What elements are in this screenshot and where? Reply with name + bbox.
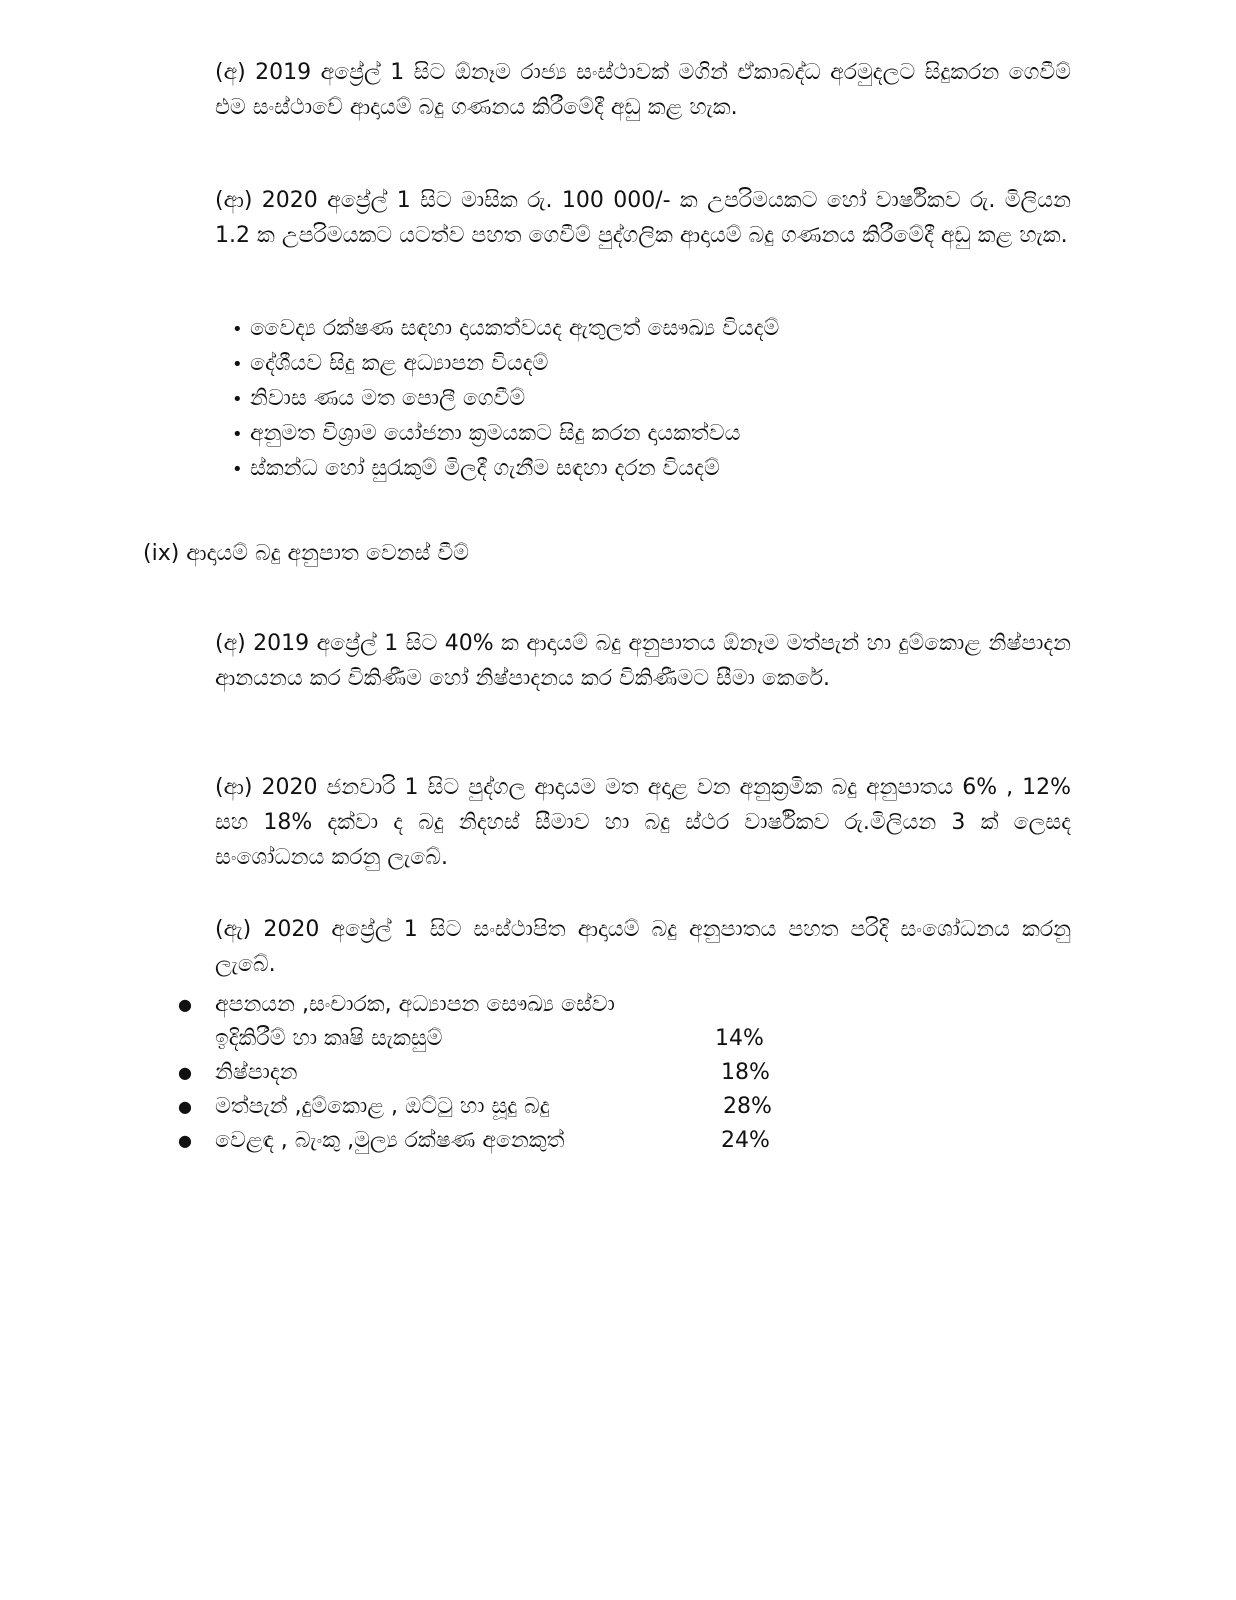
section-heading-ix: (ix) ආදායම් බදු අනුපාත වෙනස් වීම්	[143, 541, 469, 566]
bullet-icon: ●	[178, 995, 192, 1014]
paragraph-a-liquor-tobacco-rate: (අ) 2019 අප්‍රේල් 1 සිට 40% ක ආදායම් බදු අනුපාතය ඕනෑම මත්පැන් හා දුම්කොළ නිෂ්පාදන ආනයනය කර විකිණීම හෝ නිෂ්පාදනය කර විකිණීමට සීමා කෙරේ.	[215, 631, 1071, 691]
bullet-icon: •	[232, 354, 243, 375]
paragraph-aa-personal-deductions: (ආ) 2020 අප්‍රේල් 1 සිට මාසික රු. 100 000/- ක උපරිමයකට හෝ වාර්ෂිකව රු. මිලියන 1.2 ක උපරිමයකට යටත්ව පහත ගෙවීම් පුද්ගලික ආදායම් බදු ගණනය කිරීමේදී අඩු කළ හැක.	[215, 188, 1071, 248]
rate-item-manufacturing: ● නිෂ්පාදන 18%	[178, 1056, 798, 1090]
bullet-icon: •	[232, 459, 243, 480]
bullet-icon: ●	[178, 1097, 192, 1116]
bullet-icon: •	[232, 389, 243, 410]
bullet-icon: •	[232, 319, 243, 340]
bullet-icon: •	[232, 424, 243, 445]
corporate-rates-list	[178, 988, 798, 1158]
bullet-icon: ●	[178, 1063, 192, 1082]
bullet-icon: ●	[178, 1131, 192, 1150]
list-item: • වෛද්‍ය රක්ෂණ සඳහා දායකත්වයද ඇතුලත් සෞඛ්‍ය වියදම්	[232, 312, 992, 347]
rate-value: 14%	[715, 1026, 764, 1051]
rate-value: 18%	[721, 1060, 770, 1085]
rate-item-export-services: ● අපනයන ,සංචාරක, අධ්‍යාපන සෞඛ්‍ය සේවා ඉදිකිරීම් හා කෘෂි සැකසුම් 14%	[178, 988, 798, 1056]
rate-item-trade-banking: ● වෙළඳ , බැංකු ,මුල්‍ය රක්ෂණ අනෙකුත් 24%	[178, 1124, 798, 1158]
paragraph-aa-personal-rates: (ආ) 2020 ජනවාරි 1 සිට පුද්ගල ආදායම මත අදාළ වන අනුක්‍රමික බදු අනුපාතය 6% , 12% සහ 18% දක්වා ද බදු නිදහස් සීමාව හා බදු ස්ථර වාර්ෂිකව රු.මිලියන 3 ක් ලෙසද සංශෝධනය කරනු ලැබේ.	[215, 775, 1071, 870]
rate-value: 28%	[723, 1094, 772, 1119]
list-item: • දේශීයව සිදු කළ අධ්‍යාපන වියදම්	[232, 347, 992, 382]
deductions-list	[232, 312, 992, 487]
rate-item-liquor-tobacco: ● මත්පැන් ,දුම්කොළ , ඔට්ටු හා සූදු බදු 28%	[178, 1090, 798, 1124]
list-item: • නිවාස ණය මත පොලී ගෙවීම්	[232, 382, 992, 417]
rate-value: 24%	[721, 1128, 770, 1153]
paragraph-ae-corporate-rates: (ඇ) 2020 අප්‍රේල් 1 සිට සංස්ථාපිත ආදායම් බදු අනුපාතය පහත පරිදි සංශෝධනය කරනු ලැබේ.	[215, 917, 1071, 977]
list-item: • ස්කන්ධ හෝ සුරැකුම් මිලදී ගැනීම සඳහා දරන වියදම්	[232, 452, 992, 487]
paragraph-a-govt-payments: (අ) 2019 අප්‍රේල් 1 සිට ඕනෑම රාජ්‍ය සංස්ථාවක් මගින් ඒකාබද්ධ අරමුදලට සිදුකරන ගෙවීම් එම සංස්ථාවේ ආදායම් බදු ගණනය කිරීමේදී අඩු කළ හැක.	[215, 60, 1071, 120]
list-item: • අනුමත විශ්‍රාම යෝජනා ක්‍රමයකට සිදු කරන දායකත්වය	[232, 417, 992, 452]
